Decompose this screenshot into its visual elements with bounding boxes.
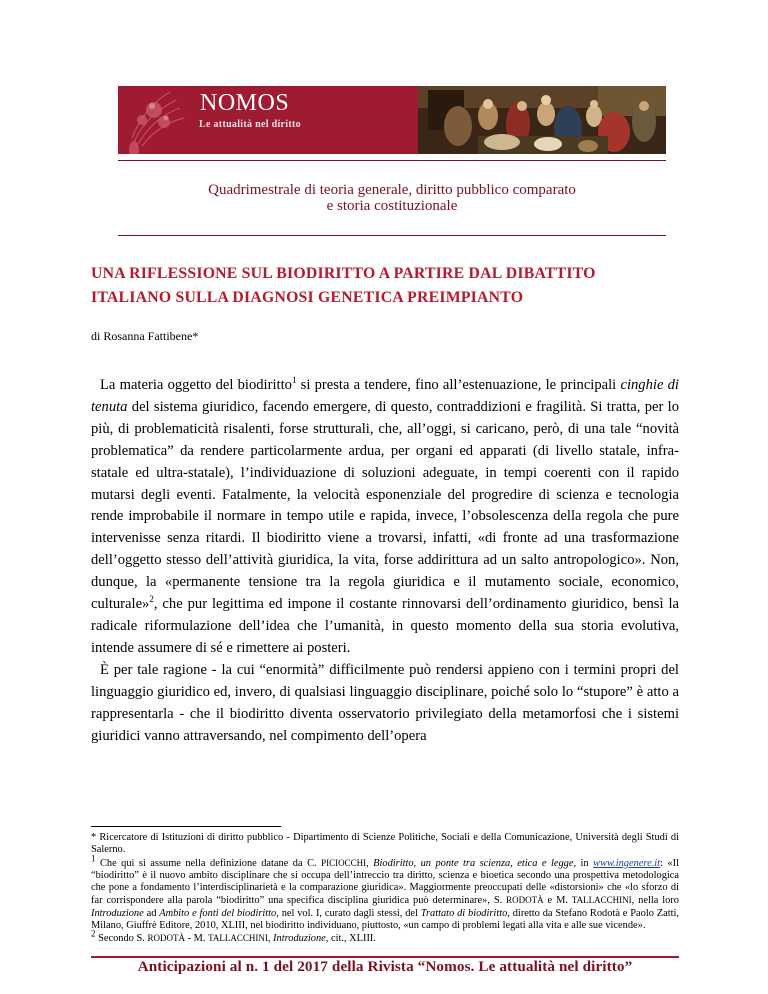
footnotes	[91, 832, 679, 946]
article-title	[91, 262, 691, 310]
p1-text-d: , che pur legittima ed impone il costante rinnovarsi dell’ordinamento giuridico, bensì la radicale riformulazione dell’idea che l’umanità, in questo momento della sua storia evolutiva, intende assumere di sé e rimettere ai posteri.	[91, 596, 679, 656]
article-body	[91, 375, 679, 747]
p1-emphasis: cinghie di tenuta	[91, 377, 679, 415]
footnote-separator	[91, 826, 281, 827]
fn1-text-d: : «Il “biodiritto” è il nuovo ambito disciplinare che si occupa dell’intreccio tra diritto, scienza e bioetica secondo una prospettiva metodologica che pone a fondamento l’interdisciplinarietà e la comparazione giuridica». Maggiormente preoccupati delle «distorsioni» che «lo sforzo di far corrispondere alla parola “biodiritto” una specifica disciplina giuridica può determinare», S.	[91, 857, 679, 907]
p1-text-c: del sistema giuridico, facendo emergere, di questo, contraddizioni e fragilità. Si tratta, per lo più, di problematicità risalenti, forse strutturali, che, all’oggi, si caricano, però, di una tale “novità problematica” da rendere particolarmente ardua, per organi ed apparati (di livello statale, infra-statale ed ultra-statale), l’individuazione di soluzioni adeguate, in tempi coerenti con il rapido mutarsi degli eventi. Fatalmente, la velocità esponenziale del progredire di scienza e tecnologia rende improbabile il normare in tempo utile e rapida, invece, l’obsolescenza della regola che pure intervenisse senza ritardi. Il biodiritto viene a trovarsi, infatti, «di fronte ad una trasformazione dell’oggetto stesso dell’attività giuridica, la vita, forse addirittura ad un salto antropologico». Non, dunque, la «permanente tensione tra la regola giuridica e il mutamento sociale, economico, culturale»	[91, 398, 679, 613]
paragraph-1	[91, 375, 679, 660]
fn1-title-2: Introduzione	[91, 907, 144, 919]
fn1-link[interactable]: www.ingenere.it	[593, 857, 661, 869]
nomos-logo-icon	[118, 86, 198, 154]
paragraph-2: È per tale ragione - la cui “enormità” difficilmente può rendersi appieno con i termini propri del linguaggio giuridico ed, invero, di qualsiasi linguaggio disciplinare, poiché solo lo “stupore” è atto a rappresentarla - che il biodiritto diventa osservatorio privilegiato della metamorfosi che i sistemi giuridici vanno attraversando, nel compimento dell’opera	[91, 661, 679, 744]
page-footer: Anticipazioni al n. 1 del 2017 della Rivista “Nomos. Le attualità nel diritto”	[137, 958, 633, 975]
header-rule-bottom	[118, 235, 666, 236]
fn1-text-e: e M.	[543, 895, 572, 907]
article-title-line-2: ITALIANO SULLA DIAGNOSI GENETICA PREIMPIANTO	[91, 289, 524, 306]
fn1-text-a: Che qui si assume nella definizione datane da C.	[95, 857, 322, 869]
fn2-text-b: - M.	[184, 933, 209, 945]
p1-text-a: La materia oggetto del biodiritto	[100, 377, 292, 393]
fn1-author-1: PICIOCCHI	[321, 857, 367, 868]
subtitle-line-2: e storia costituzionale	[326, 198, 458, 214]
footnote-2	[91, 928, 679, 945]
journal-subtitle	[118, 182, 666, 214]
header-painting	[418, 86, 666, 154]
fn1-text-f: , nella loro	[631, 895, 679, 907]
footnote-1	[91, 853, 679, 933]
p1-text-b: si presta a tendere, fino all’estenuazione, le principali	[296, 377, 621, 393]
fn2-author-1: RODOTÀ	[147, 933, 185, 944]
footnote-2-number: 2	[91, 928, 96, 939]
fn1-text-g: ad	[143, 907, 160, 919]
footnote-ref-1[interactable]: 1	[291, 375, 297, 386]
header-rule-top	[118, 160, 666, 161]
journal-banner	[118, 86, 666, 154]
subtitle-line-1: Quadrimestrale di teoria generale, diritto pubblico comparato	[208, 182, 576, 198]
footnote-star: * Ricercatore di Istituzioni di diritto pubblico - Dipartimento di Scienze Politiche, Sociali e della Comunicazione, Università degli Studi di Salerno.	[91, 832, 679, 856]
journal-brand: NOMOS	[200, 90, 290, 116]
journal-tagline: Le attualità nel diritto	[199, 119, 301, 130]
fn2-text-d: , cit., XLIII.	[325, 933, 376, 945]
footnote-1-number: 1	[91, 853, 96, 864]
article-author: di Rosanna Fattibene*	[91, 329, 199, 343]
fn1-title-1: Biodiritto, un ponte tra scienza, etica e legge	[373, 857, 574, 869]
fn1-title-3: Ambito e fonti del biodiritto	[159, 907, 277, 919]
article-title-line-1: UNA RIFLESSIONE SUL BIODIRITTO A PARTIRE DAL DIBATTITO	[91, 265, 596, 282]
fn1-title-4: Trattato di biodiritto	[420, 907, 508, 919]
fn2-text-c: ,	[267, 933, 274, 945]
fn1-text-i: , diretto da Stefano Rodotà e Paolo Zatti, Milano, Giuffrè Editore, 2010, XLIII, nel biodiritto individuano, piuttosto, «un campo di problemi legati alla vita e alle sue vicende».	[91, 907, 679, 932]
fn1-text-h: , nel vol. I, curato dagli stessi, del	[276, 907, 421, 919]
fn2-author-2: TALLACCHINI	[208, 933, 268, 944]
fn2-text-a: Secondo S.	[95, 933, 148, 945]
fn1-author-2: RODOTÀ	[506, 895, 544, 906]
footnote-ref-2[interactable]: 2	[149, 594, 154, 605]
fn1-text-c: , in	[573, 857, 594, 869]
fn2-title: Introduzione	[273, 933, 326, 945]
fn1-author-3: TALLACCHINI	[571, 895, 632, 906]
fn1-text-b: ,	[366, 857, 374, 869]
